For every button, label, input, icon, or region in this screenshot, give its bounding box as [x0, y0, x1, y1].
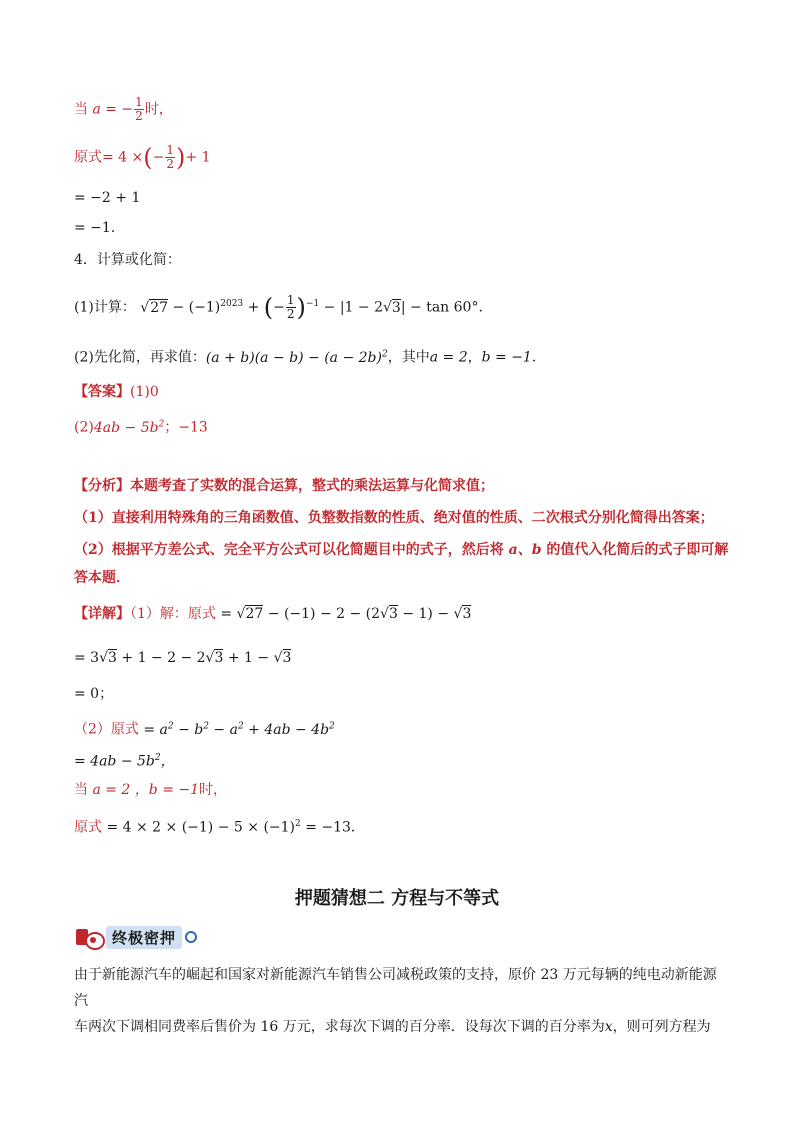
- text: 时，: [144, 101, 173, 118]
- text: ．: [531, 349, 546, 366]
- detail-line-1: 【详解】（1）解：原式 = √27 − (−1) − 2 − (2√3 − 1) − √3: [74, 606, 472, 622]
- text: = −1．: [74, 220, 125, 236]
- detail-line-7: 原式 = $4 \times 2 \times (-1) - 5 \times (-1)^2 = -13$．: [74, 819, 365, 836]
- text: a = 2: [429, 349, 468, 366]
- question-4-2: [74, 344, 546, 368]
- math: = $a^2 - b^2 - a^2 + 4ab - 4b^2$: [138, 721, 335, 738]
- math: a: [88, 101, 101, 118]
- math: $(a + b)(a - b) - (a - 2b)^2$: [205, 349, 388, 366]
- text: (1)计算：: [74, 299, 136, 316]
- detail-line-6: [74, 780, 227, 800]
- fraction: $\frac{1}{2}$: [135, 95, 143, 123]
- text: （2）原式: [74, 721, 139, 738]
- dot-icon: [185, 931, 197, 943]
- analysis-tag: 【分析】: [74, 478, 130, 494]
- text: (2): [74, 419, 94, 436]
- detail-line-4: [74, 716, 335, 740]
- analysis-step-2: [74, 540, 728, 560]
- badge-label: 终极密押: [106, 926, 182, 949]
- text: 车两次下调相同费率后售价为 16 万元，求每次下调的百分率．设每次下调的百分率为: [74, 1019, 605, 1035]
- text: [74, 1014, 722, 1040]
- text: 由于新能源汽车的崛起和国家对新能源汽车销售公司减税政策的支持，原价 23 万元每辆的纯电动新能源汽: [74, 967, 717, 1009]
- math: a = 2 ，b = −1: [88, 782, 200, 798]
- text: + 1: [185, 149, 211, 166]
- text: 原式: [74, 149, 102, 166]
- text: b = −1: [481, 349, 532, 366]
- text: (1)0: [130, 384, 159, 400]
- text: (2)先化简，再求值：: [74, 349, 206, 366]
- section-badge: [76, 924, 197, 950]
- text: 的值代入化简后的式子即可解: [546, 542, 729, 558]
- text: 当: [74, 101, 88, 118]
- analysis-step-2b: 答本题．: [74, 570, 130, 586]
- calc-line: = −2 + 1: [74, 190, 141, 206]
- detail-line-3: = 0；: [74, 686, 114, 702]
- analysis-step-1: （1）直接利用特殊角的三角函数值、负整数指数的性质、绝对值的性质、二次根式分别化简得出答案；: [74, 510, 714, 526]
- text: 时，: [199, 782, 228, 798]
- problem-paragraph: [74, 962, 722, 1040]
- calc-line: 原式= 4 ×(− $\frac{1}{2}$ )+ 1: [74, 143, 211, 172]
- text: 原式: [74, 819, 102, 836]
- math: x: [604, 1019, 613, 1035]
- text: 当: [74, 782, 88, 798]
- text: = −13．: [305, 819, 365, 836]
- detail-line-5: = $4ab - 5b^2$，: [74, 753, 175, 770]
- condition-line: 当 a = − $\frac{1}{2}$ 时，: [74, 95, 173, 123]
- detail-tag: 【详解】: [74, 606, 130, 622]
- target-icon: [76, 926, 106, 948]
- text: = 4 ×: [102, 149, 144, 166]
- calc-line: [74, 218, 125, 238]
- section-title: 押题猜想二 方程与不等式: [294, 888, 500, 909]
- math: √27: [140, 299, 169, 316]
- text: 本题考查了实数的混合运算，整式的乘法运算与化简求值；: [130, 478, 494, 494]
- text: ，其中: [387, 349, 430, 366]
- fraction: $\frac{1}{2}$: [166, 143, 175, 171]
- text: （1）解：原式: [130, 606, 216, 622]
- math: $4ab - 5b^2$: [93, 419, 165, 436]
- text: ，: [467, 349, 482, 366]
- question-4: 4．计算或化简：: [74, 252, 181, 268]
- text: ，则可列方程为: [612, 1019, 711, 1035]
- answer-line: [74, 382, 159, 402]
- answer-line-2: $(2)4ab - 5b^2$；−13: [74, 419, 208, 436]
- text: −13: [178, 419, 208, 436]
- text: （2）根据平方差公式、完全平方公式可以化简题目中的式子，然后将: [74, 542, 504, 558]
- text: − tan 60°．: [410, 299, 493, 316]
- answer-tag: 【答案】: [74, 384, 130, 400]
- question-4-1: (1)计算： $√27 - (-1)^{2023}$ + (− $\frac{1}{2}$ )$^{-1}$ − |1 − 2√3| − tan 60°．: [74, 293, 493, 322]
- analysis-line: [74, 476, 494, 496]
- math: a、b: [503, 542, 547, 558]
- detail-line-2: = 3√3 + 1 − 2 − 2√3 + 1 − √3: [74, 650, 292, 666]
